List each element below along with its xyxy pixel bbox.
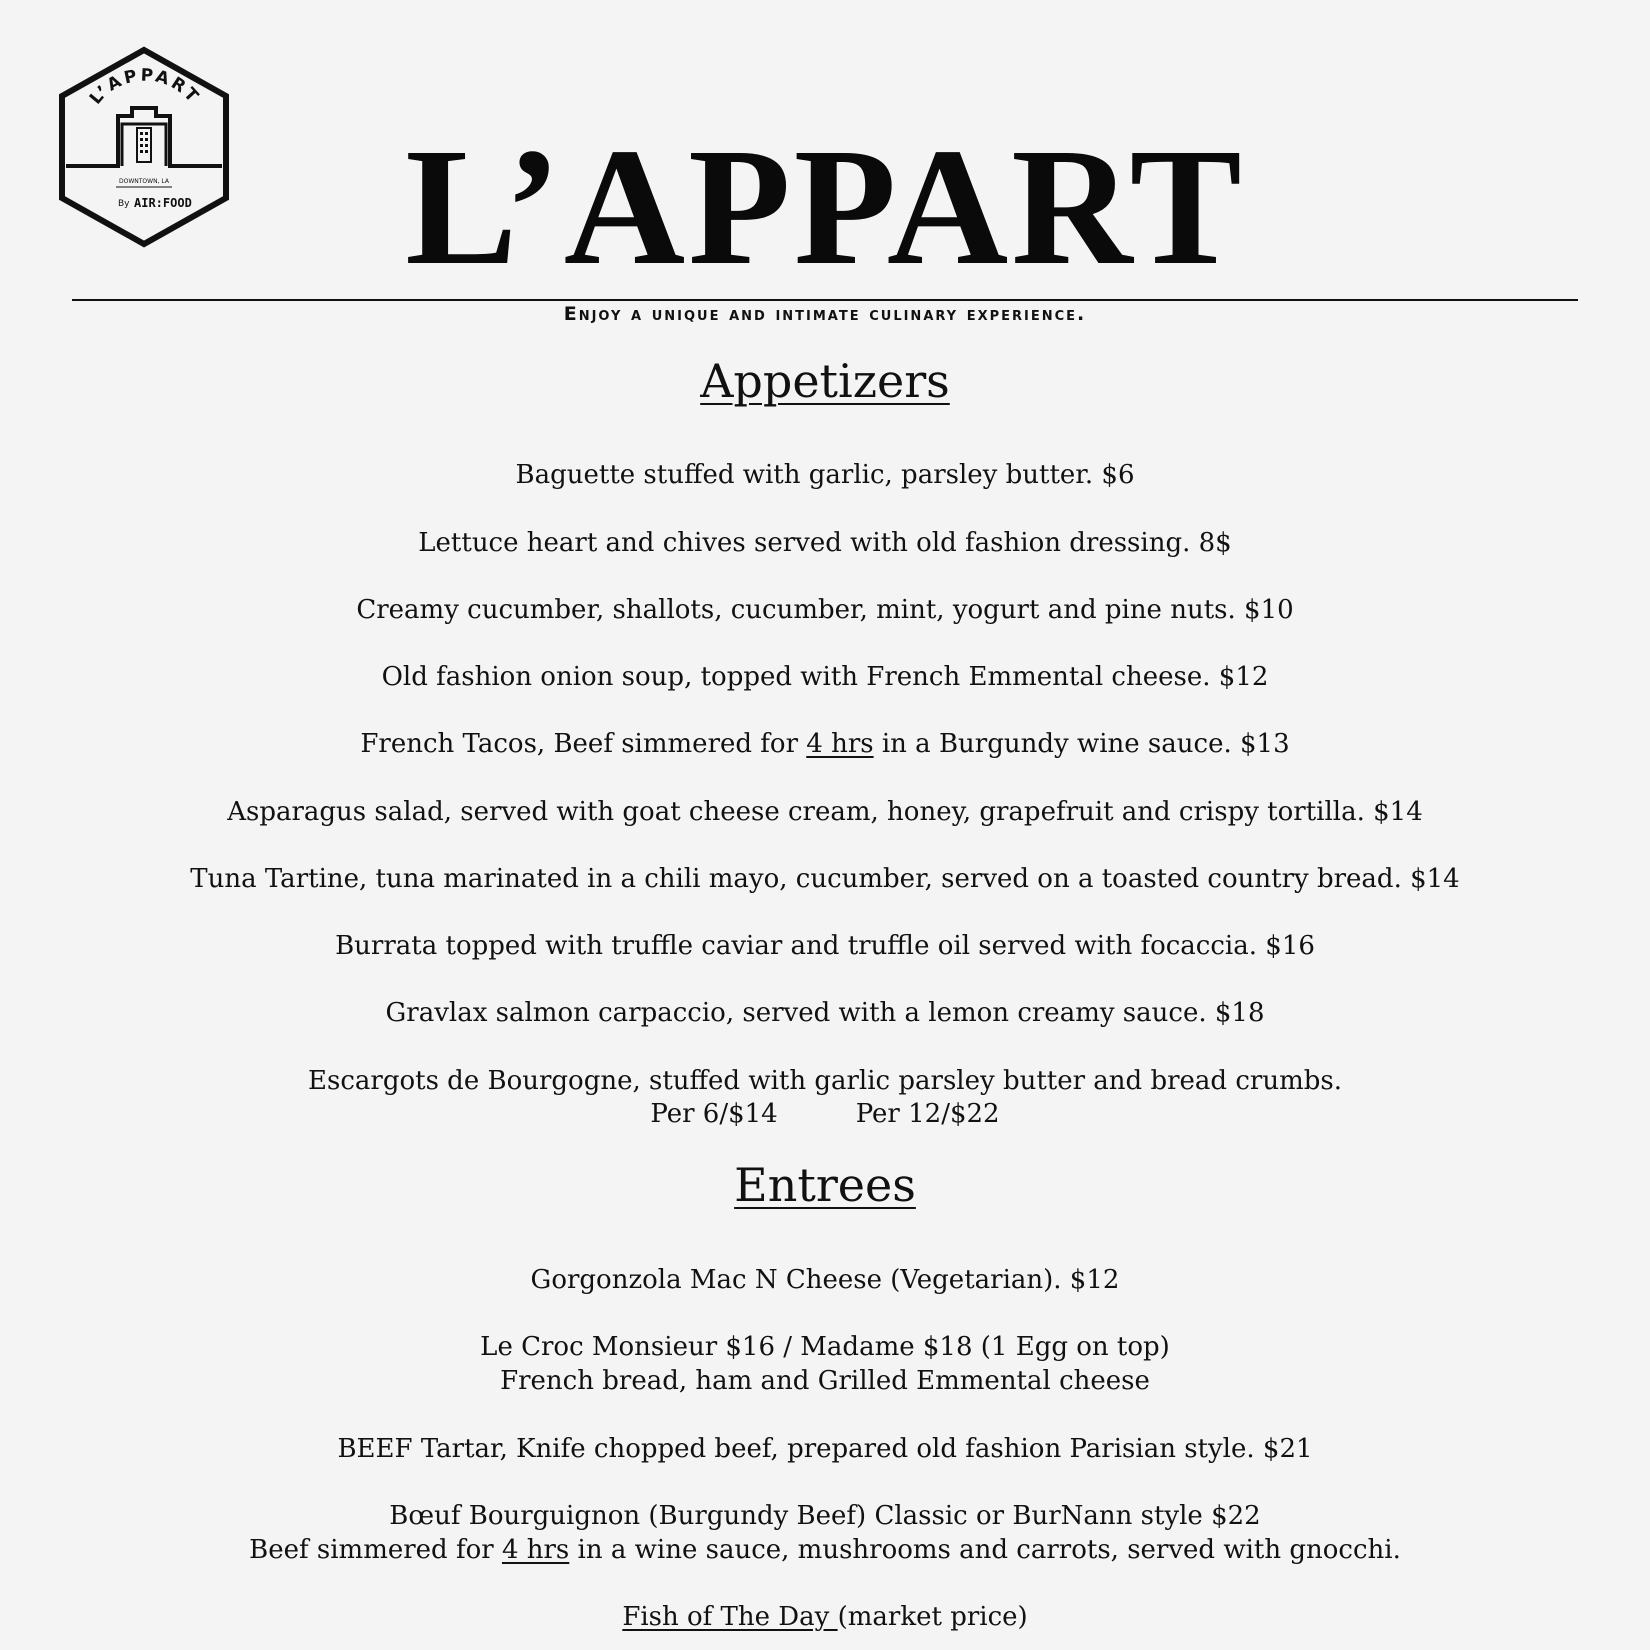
menu-item-beef-tartar: BEEF Tartar, Knife chopped beef, prepared old fashion Parisian style. $21 [337,1434,1313,1464]
menu-item-lettuce: Lettuce heart and chives served with old fashion dressing. 8$ [418,528,1232,558]
menu-item-tuna-tartine: Tuna Tartine, tuna marinated in a chili mayo, cucumber, served on a toasted country bread. $14 [190,864,1460,894]
bourguignon-text-after: in a wine sauce, mushrooms and carrots, served with gnocchi. [569,1535,1401,1565]
menu-item-mac-n-cheese: Gorgonzola Mac N Cheese (Vegetarian). $12 [530,1265,1120,1295]
menu-item-onion-soup: Old fashion onion soup, topped with French Emmental cheese. $12 [381,662,1269,692]
fish-price: (market price) [837,1602,1028,1632]
logo-arc-text: L’APPART [85,65,204,109]
escargots-prices [0,1097,1650,1131]
header-divider [72,299,1578,301]
appetizers-heading [0,353,1650,409]
bourguignon-text-before: Beef simmered for [249,1535,502,1565]
menu-item-gravlax: Gravlax salmon carpaccio, served with a lemon creamy sauce. $18 [385,998,1265,1028]
fish-name: Fish of The Day [622,1602,838,1632]
bourguignon-duration: 4 hrs [501,1535,570,1565]
menu-item-french-tacos [0,727,1650,761]
menu-item-burrata: Burrata topped with truffle caviar and truffle oil served with focaccia. $16 [335,931,1315,961]
brand-title: L’APPART [405,114,1245,300]
menu-item-asparagus: Asparagus salad, served with goat cheese cream, honey, grapefruit and crispy tortilla. $14 [227,797,1423,827]
menu-item-bourguignon: Bœuf Bourguignon (Burgundy Beef) Classic or BurNann style $22 [389,1501,1261,1531]
menu-item-croc: Le Croc Monsieur $16 / Madame $18 (1 Egg on top) [480,1332,1170,1362]
tacos-text-before: French Tacos, Beef simmered for [360,729,807,759]
logo-by: By [118,199,130,209]
menu-item-cucumber: Creamy cucumber, shallots, cucumber, mint, yogurt and pine nuts. $10 [356,595,1294,625]
menu-item-fish-of-the-day [0,1600,1650,1634]
menu-item-escargots: Escargots de Bourgogne, stuffed with garlic parsley butter and bread crumbs. [308,1066,1342,1096]
menu-item-baguette: Baguette stuffed with garlic, parsley butter. $6 [515,460,1135,490]
croc-description: French bread, ham and Grilled Emmental cheese [500,1366,1150,1396]
logo-maker: AIR:FOOD [134,196,192,210]
appetizers-heading-text: Appetizers [700,354,950,408]
bourguignon-description [0,1533,1650,1567]
entrees-heading [0,1157,1650,1213]
entrees-heading-text: Entrees [734,1158,916,1212]
escargots-price-12: Per 12/$22 [855,1099,1000,1129]
tacos-text-after: in a Burgundy wine sauce. $13 [873,729,1290,759]
escargots-price-6: Per 6/$14 [650,1099,778,1129]
tagline: Enjoy a unique and intimate culinary experience. [563,303,1087,325]
logo-location: DOWNTOWN, LA [119,178,169,185]
tacos-duration: 4 hrs [806,729,874,759]
